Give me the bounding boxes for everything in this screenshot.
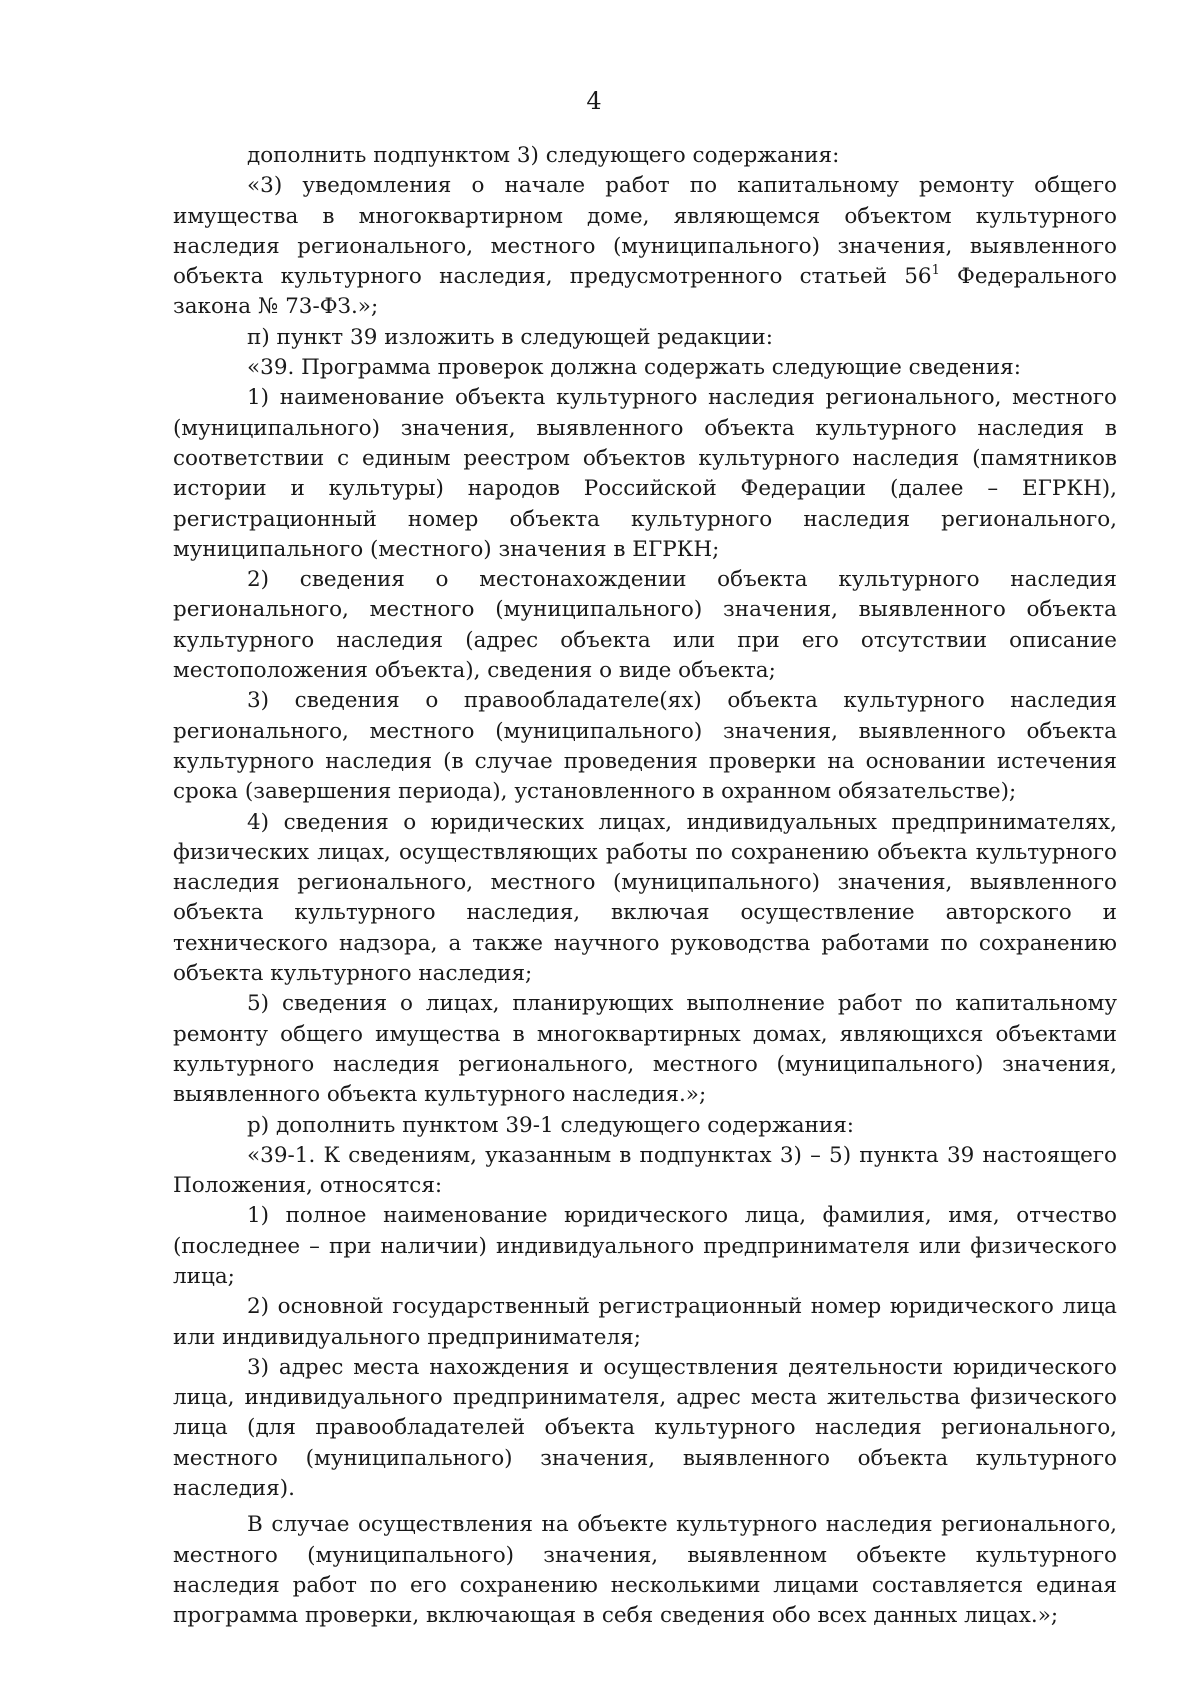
paragraph-item-2: 2) сведения о местонахождении объекта культурного наследия регионального, местного (муниципального) значения, выявленного объекта культурного наследия (адрес объекта или при его отсутствии описание местоположения объекта), сведения о виде объекта; (173, 567, 1117, 684)
paragraph-item-1: 1) наименование объекта культурного наследия регионального, местного (муниципального) значения, выявленного объекта культурного наследия в соответствии с единым реестром объектов культурного наследия (памятников истории и культуры) народов Российской Федерации (далее – ЕГРКН), регистрационный номер объекта культурного наследия регионального, муниципального (местного) значения в ЕГРКН; (173, 385, 1117, 562)
page-number: 4 (586, 87, 602, 115)
paragraph-point-39-1-intro: «39-1. К сведениям, указанным в подпунктах 3) – 5) пункта 39 настоящего Положения, относятся: (173, 1142, 1117, 1199)
paragraph-notification-item (173, 171, 1117, 322)
paragraph-39-1-item-1: 1) полное наименование юридического лица, фамилия, имя, отчество (последнее – при наличии) индивидуального предпринимателя или физического лица; (173, 1203, 1117, 1289)
paragraph-text: «3) уведомления о начале работ по капитальному ремонту общего имущества в многоквартирном доме, являющемся объектом культурного наследия регионального, местного (муниципального) значения, выявленного объекта культурного наследия, предусмотренного статьей 56 (173, 173, 1117, 290)
paragraph-point-39-heading: п) пункт 39 изложить в следующей редакции: (247, 324, 773, 350)
paragraph-point-39-intro: «39. Программа проверок должна содержать следующие сведения: (247, 355, 1021, 381)
footnote-superscript: 1 (931, 263, 940, 279)
paragraph-text-continued: Федерального закона № 73-ФЗ.»; (173, 264, 1117, 320)
paragraph-closing: В случае осуществления на объекте культурного наследия регионального, местного (муниципального) значения, выявленном объекте культурного наследия работ по его сохранению несколькими лицами составляется единая программа проверки, включающая в себя сведения обо всех данных лицах.»; (173, 1512, 1117, 1629)
paragraph-intro-subpoint: дополнить подпунктом 3) следующего содержания: (247, 143, 840, 168)
paragraph-item-4: 4) сведения о юридических лицах, индивидуальных предпринимателях, физических лицах, осуществляющих работы по сохранению объекта культурного наследия регионального, местного (муниципального) значения, выявленного объекта культурного наследия, включая осуществление авторского и технического надзора, а также научного руководства работами по сохранению объекта культурного наследия; (173, 809, 1117, 987)
paragraph-39-1-item-3: 3) адрес места нахождения и осуществления деятельности юридического лица, индивидуального предпринимателя, адрес места жительства физического лица (для правообладателей объекта культурного наследия регионального, местного (муниципального) значения, выявленного объекта культурного наследия). (173, 1354, 1117, 1502)
paragraph-item-3: 3) сведения о правообладателе(ях) объекта культурного наследия регионального, местного (муниципального) значения, выявленного объекта культурного наследия (в случае проведения проверки на основании истечения срока (завершения периода), установленного в охранном обязательстве); (173, 688, 1117, 805)
paragraph-point-39-1-heading: р) дополнить пунктом 39-1 следующего содержания: (247, 1112, 855, 1138)
paragraph-39-1-item-2: 2) основной государственный регистрационный номер юридического лица или индивидуального предпринимателя; (173, 1294, 1117, 1350)
document-body (173, 141, 1117, 1632)
paragraph-item-5: 5) сведения о лицах, планирующих выполнение работ по капитальному ремонту общего имущества в многоквартирных домах, являющихся объектами культурного наследия регионального, местного (муниципального) значения, выявленного объекта культурного наследия.»; (173, 991, 1117, 1108)
